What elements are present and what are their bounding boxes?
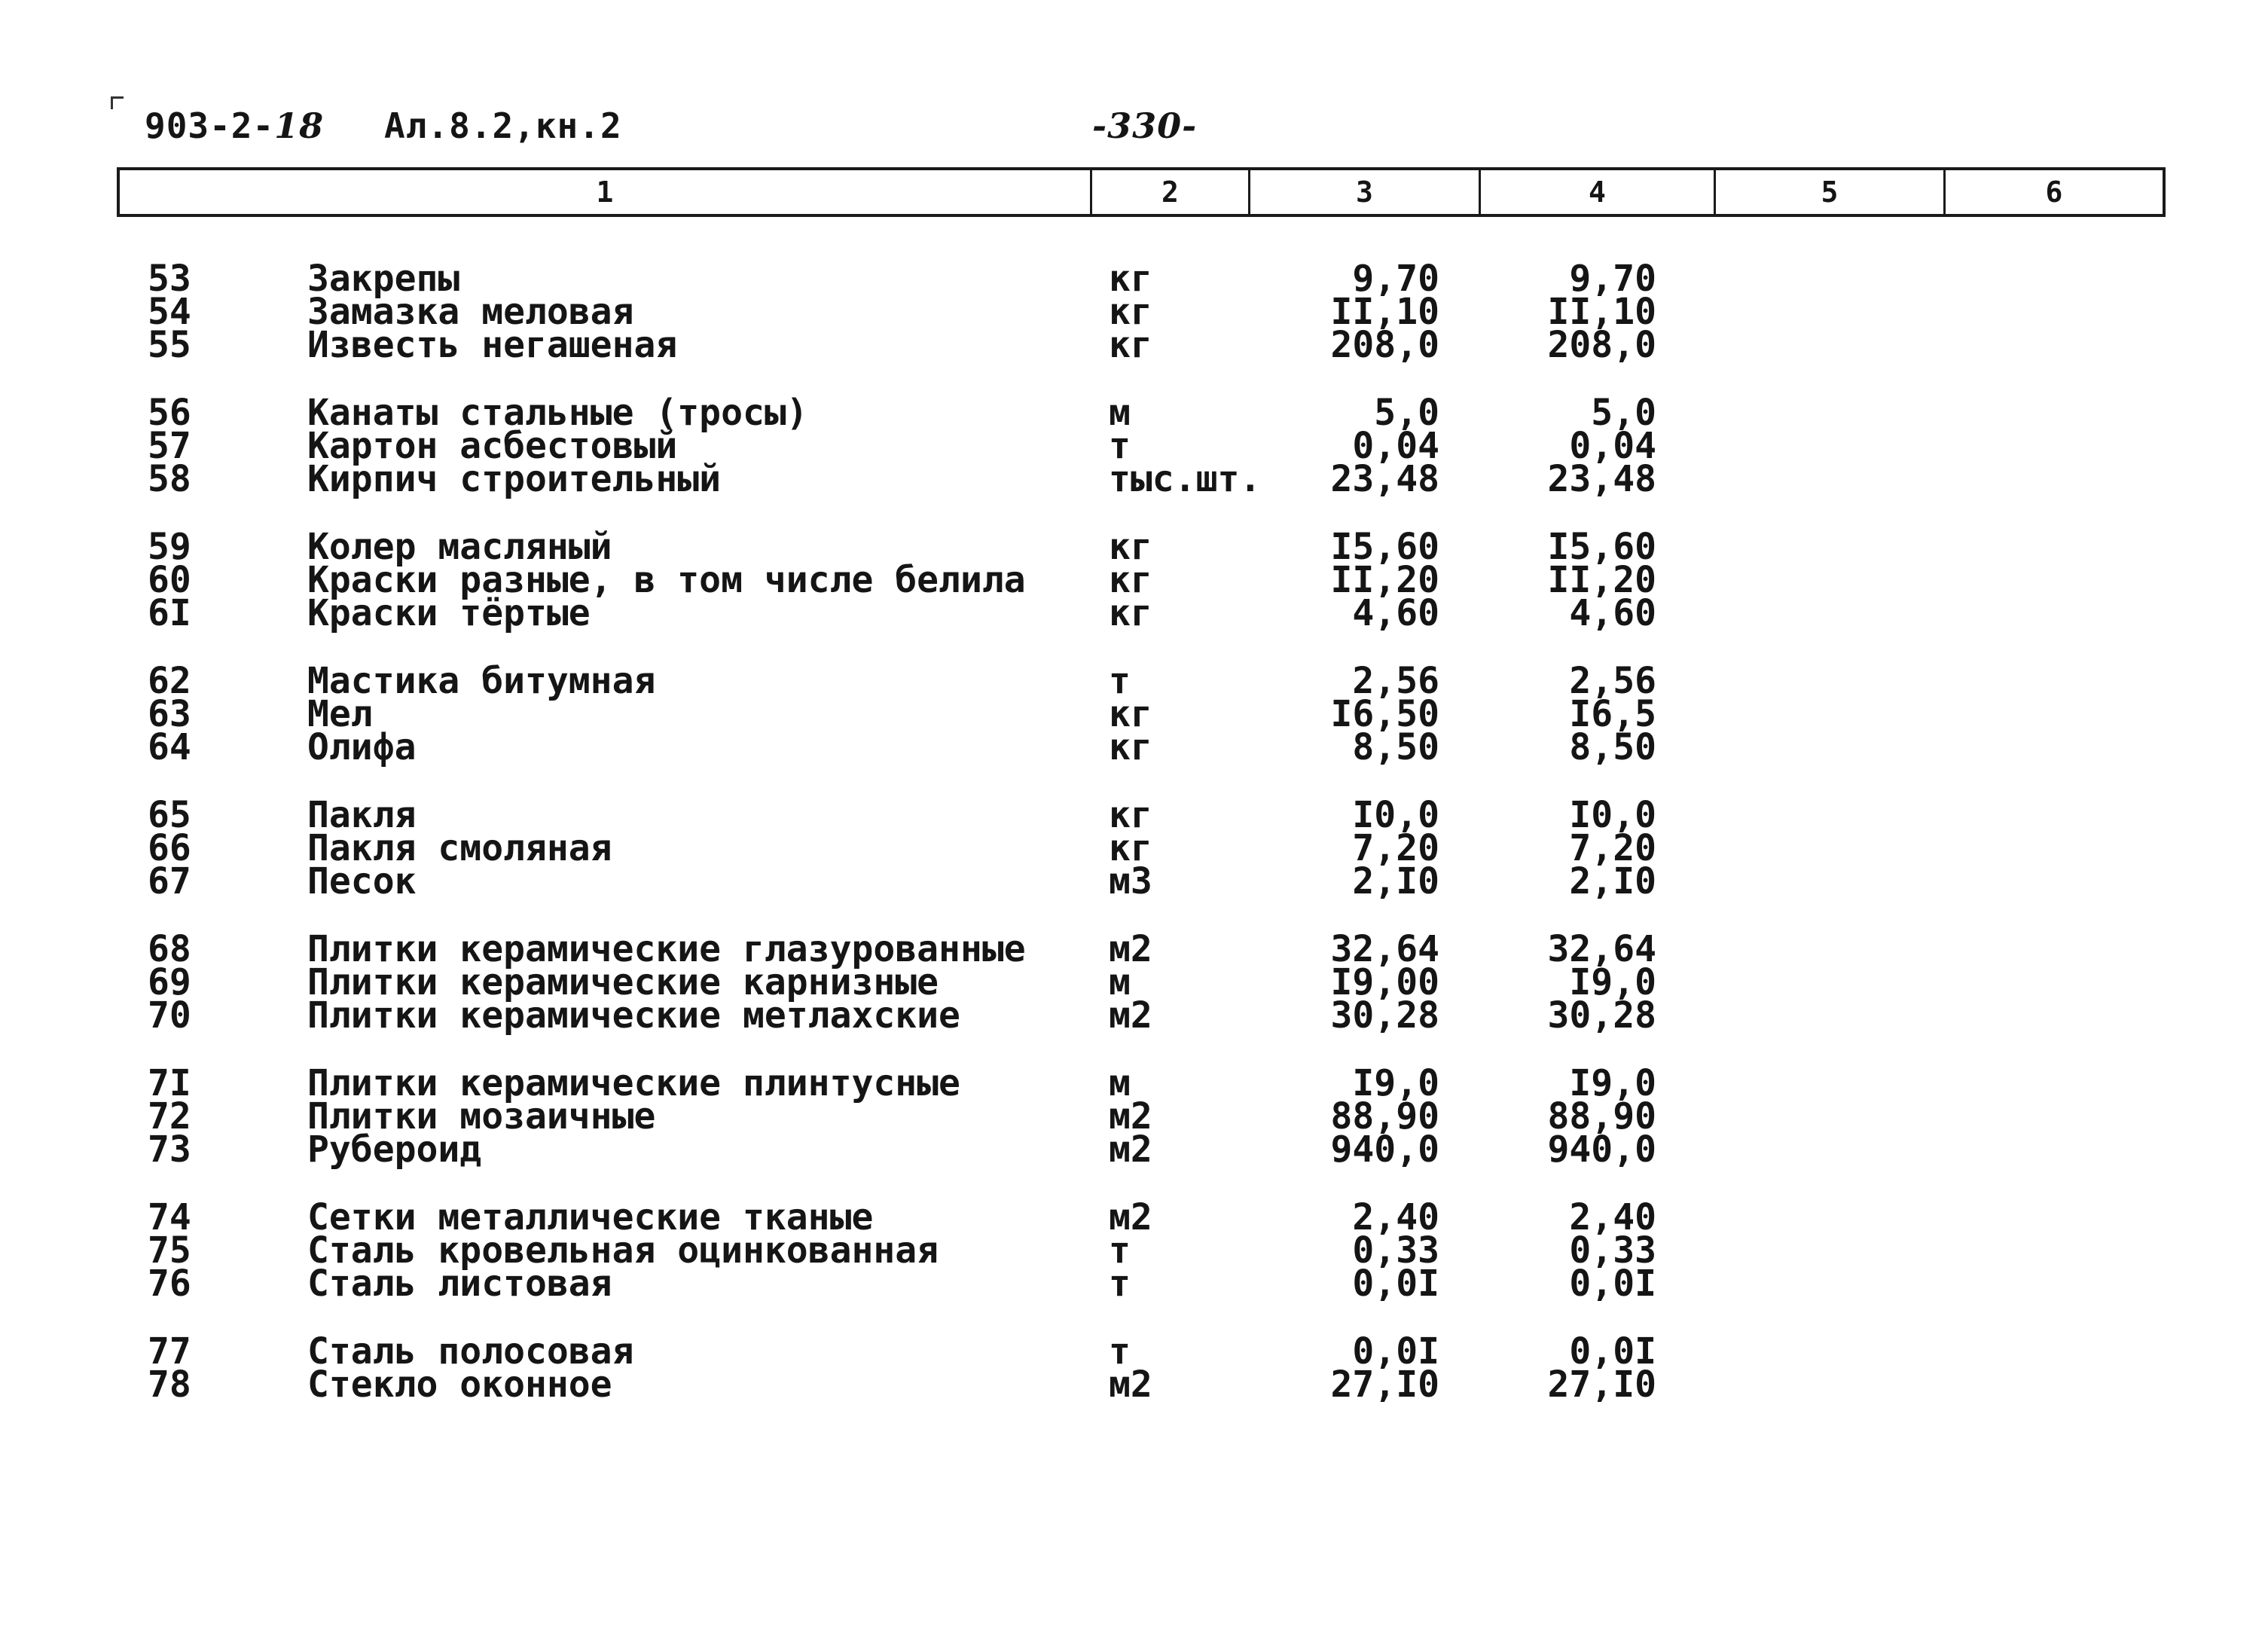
unit-of-measure: кг <box>1109 592 1152 634</box>
material-name: Кирпич строительный <box>307 458 722 500</box>
column-header-5: 5 <box>1716 170 1946 214</box>
column-header-1: 1 <box>120 170 1092 214</box>
quantity-col-3: 0,0I <box>1352 1263 1439 1305</box>
column-header-2: 2 <box>1092 170 1250 214</box>
unit-of-measure: т <box>1109 425 1131 467</box>
quantity-col-4: 5,0 <box>1591 392 1656 434</box>
row-number: 7I <box>148 1062 191 1104</box>
row-number: 70 <box>148 994 191 1037</box>
unit-of-measure: т <box>1109 660 1131 702</box>
quantity-col-4: 23,48 <box>1547 458 1656 500</box>
quantity-col-3: I9,0 <box>1352 1062 1439 1104</box>
quantity-col-3: 2,40 <box>1352 1196 1439 1238</box>
row-number: 60 <box>148 559 191 601</box>
quantity-col-4: 2,I0 <box>1569 860 1656 902</box>
quantity-col-3: 9,70 <box>1352 258 1439 300</box>
quantity-col-4: 0,0I <box>1569 1330 1656 1373</box>
material-name: Мел <box>307 693 373 735</box>
material-name: Сталь полосовая <box>307 1330 634 1373</box>
unit-of-measure: кг <box>1109 693 1152 735</box>
quantity-col-3: I9,00 <box>1330 961 1439 1003</box>
page-number: -330- <box>1092 105 1198 146</box>
quantity-col-4: 2,56 <box>1569 660 1656 702</box>
row-number: 64 <box>148 726 191 768</box>
row-number: 68 <box>148 928 191 970</box>
table-row <box>0 1263 2268 1305</box>
quantity-col-3: 7,20 <box>1352 827 1439 869</box>
quantity-col-4: 30,28 <box>1547 994 1656 1037</box>
quantity-col-3: I5,60 <box>1330 526 1439 568</box>
material-name: Колер масляный <box>307 526 612 568</box>
quantity-col-4: 88,90 <box>1547 1095 1656 1138</box>
quantity-col-3: 0,33 <box>1352 1229 1439 1272</box>
quantity-col-3: 5,0 <box>1374 392 1439 434</box>
material-name: Песок <box>307 860 417 902</box>
row-number: 78 <box>148 1364 191 1406</box>
table-row <box>0 860 2268 902</box>
material-name: Сталь кровельная оцинкованная <box>307 1229 939 1272</box>
quantity-col-4: II,20 <box>1547 559 1656 601</box>
quantity-col-3: 0,04 <box>1352 425 1439 467</box>
row-number: 72 <box>148 1095 191 1138</box>
column-header-6: 6 <box>2045 176 2063 209</box>
quantity-col-4: 27,I0 <box>1547 1364 1656 1406</box>
quantity-col-3: 32,64 <box>1330 928 1439 970</box>
quantity-col-4: 208,0 <box>1547 324 1656 366</box>
row-number: 62 <box>148 660 191 702</box>
material-name: Рубероид <box>307 1128 482 1171</box>
material-name: Плитки керамические глазурованные <box>307 928 1026 970</box>
unit-of-measure: т <box>1109 1330 1131 1373</box>
quantity-col-3: 2,56 <box>1352 660 1439 702</box>
material-name: Сталь листовая <box>307 1263 612 1305</box>
unit-of-measure: т <box>1109 1229 1131 1272</box>
unit-of-measure: кг <box>1109 324 1152 366</box>
quantity-col-4: 7,20 <box>1569 827 1656 869</box>
quantity-col-3: 208,0 <box>1330 324 1439 366</box>
quantity-col-3: 30,28 <box>1330 994 1439 1037</box>
document-code: 903-2-18 <box>145 105 325 146</box>
table-row <box>0 1364 2268 1406</box>
unit-of-measure: кг <box>1109 291 1152 333</box>
quantity-col-4: 9,70 <box>1569 258 1656 300</box>
quantity-col-3: I0,0 <box>1352 794 1439 836</box>
material-name: Известь негашеная <box>307 324 678 366</box>
quantity-col-4: I9,0 <box>1569 1062 1656 1104</box>
unit-of-measure: т <box>1109 1263 1131 1305</box>
unit-of-measure: м2 <box>1109 994 1152 1037</box>
material-name: Олифа <box>307 726 417 768</box>
material-name: Сетки металлические тканые <box>307 1196 874 1238</box>
row-number: 6I <box>148 592 191 634</box>
material-name: Замазка меловая <box>307 291 634 333</box>
material-name: Канаты стальные (тросы) <box>307 392 808 434</box>
material-name: Картон асбестовый <box>307 425 678 467</box>
quantity-col-3: 8,50 <box>1352 726 1439 768</box>
corner-mark <box>111 96 124 109</box>
quantity-col-3: II,20 <box>1330 559 1439 601</box>
material-name: Плитки керамические метлахские <box>307 994 960 1037</box>
quantity-col-4: 32,64 <box>1547 928 1656 970</box>
row-number: 77 <box>148 1330 191 1373</box>
unit-of-measure: м <box>1109 392 1131 434</box>
quantity-col-4: 8,50 <box>1569 726 1656 768</box>
row-number: 76 <box>148 1263 191 1305</box>
table-row <box>0 592 2268 634</box>
quantity-col-4: I5,60 <box>1547 526 1656 568</box>
quantity-col-4: 0,0I <box>1569 1263 1656 1305</box>
table-row <box>0 458 2268 500</box>
material-name: Мастика битумная <box>307 660 656 702</box>
unit-of-measure: тыс.шт. <box>1109 458 1262 500</box>
table-row <box>0 994 2268 1037</box>
quantity-col-4: 4,60 <box>1569 592 1656 634</box>
quantity-col-4: 0,04 <box>1569 425 1656 467</box>
column-header-4: 4 <box>1481 170 1716 214</box>
row-number: 57 <box>148 425 191 467</box>
unit-of-measure: м3 <box>1109 860 1152 902</box>
material-name: Закрепы <box>307 258 460 300</box>
unit-of-measure: м <box>1109 1062 1131 1104</box>
row-number: 56 <box>148 392 191 434</box>
material-name: Пакля <box>307 794 417 836</box>
unit-of-measure: м2 <box>1109 1196 1152 1238</box>
material-name: Плитки керамические плинтусные <box>307 1062 960 1104</box>
quantity-col-4: 0,33 <box>1569 1229 1656 1272</box>
unit-of-measure: кг <box>1109 258 1152 300</box>
material-name: Стекло оконное <box>307 1364 612 1406</box>
unit-of-measure: кг <box>1109 794 1152 836</box>
unit-of-measure: кг <box>1109 559 1152 601</box>
material-name: Плитки мозаичные <box>307 1095 656 1138</box>
row-number: 59 <box>148 526 191 568</box>
table-row <box>0 726 2268 768</box>
material-name: Плитки керамические карнизные <box>307 961 939 1003</box>
material-name: Краски разные, в том числе белила <box>307 559 1026 601</box>
unit-of-measure: м2 <box>1109 1095 1152 1138</box>
row-number: 73 <box>148 1128 191 1171</box>
quantity-col-3: II,10 <box>1330 291 1439 333</box>
quantity-col-4: I0,0 <box>1569 794 1656 836</box>
column-header-row <box>117 167 2166 217</box>
row-number: 69 <box>148 961 191 1003</box>
quantity-col-3: 4,60 <box>1352 592 1439 634</box>
quantity-col-3: 2,I0 <box>1352 860 1439 902</box>
row-number: 75 <box>148 1229 191 1272</box>
row-number: 58 <box>148 458 191 500</box>
unit-of-measure: кг <box>1109 827 1152 869</box>
unit-of-measure: м2 <box>1109 928 1152 970</box>
row-number: 66 <box>148 827 191 869</box>
document-reference: Ал.8.2,кн.2 <box>384 105 622 146</box>
quantity-col-3: 0,0I <box>1352 1330 1439 1373</box>
row-number: 65 <box>148 794 191 836</box>
quantity-col-3: 940,0 <box>1330 1128 1439 1171</box>
table-row <box>0 324 2268 366</box>
quantity-col-3: 88,90 <box>1330 1095 1439 1138</box>
material-name: Краски тёртые <box>307 592 591 634</box>
unit-of-measure: м2 <box>1109 1128 1152 1171</box>
quantity-col-4: 2,40 <box>1569 1196 1656 1238</box>
row-number: 63 <box>148 693 191 735</box>
quantity-col-4: I6,5 <box>1569 693 1656 735</box>
row-number: 53 <box>148 258 191 300</box>
unit-of-measure: м2 <box>1109 1364 1152 1406</box>
row-number: 67 <box>148 860 191 902</box>
unit-of-measure: кг <box>1109 526 1152 568</box>
table-row <box>0 1128 2268 1171</box>
quantity-col-3: 27,I0 <box>1330 1364 1439 1406</box>
row-number: 55 <box>148 324 191 366</box>
column-header-3: 3 <box>1250 170 1481 214</box>
row-number: 54 <box>148 291 191 333</box>
unit-of-measure: м <box>1109 961 1131 1003</box>
quantity-col-3: 23,48 <box>1330 458 1439 500</box>
material-name: Пакля смоляная <box>307 827 612 869</box>
quantity-col-4: I9,0 <box>1569 961 1656 1003</box>
unit-of-measure: кг <box>1109 726 1152 768</box>
quantity-col-3: I6,50 <box>1330 693 1439 735</box>
quantity-col-4: II,10 <box>1547 291 1656 333</box>
quantity-col-4: 940,0 <box>1547 1128 1656 1171</box>
row-number: 74 <box>148 1196 191 1238</box>
